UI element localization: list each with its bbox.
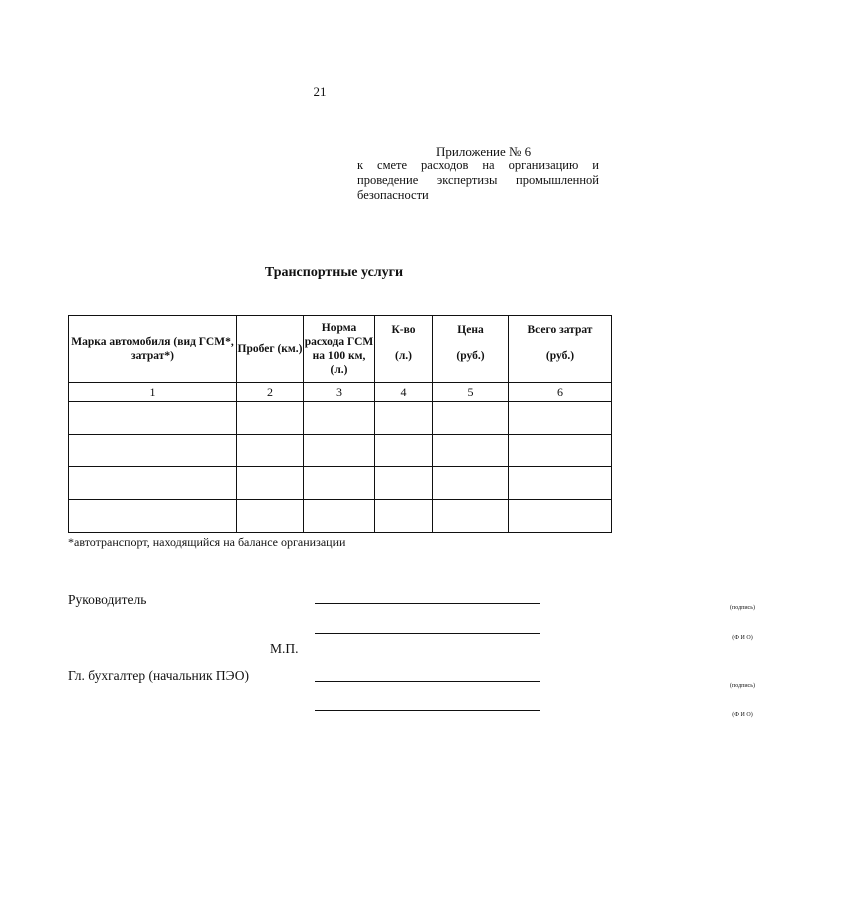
column-number: 5: [433, 382, 509, 401]
table-cell[interactable]: [375, 500, 433, 533]
table-cell[interactable]: [375, 401, 433, 434]
table-row: [69, 500, 612, 533]
table-cell[interactable]: [69, 434, 237, 467]
table-cell[interactable]: [509, 467, 612, 500]
table-cell[interactable]: [375, 434, 433, 467]
header-fuel-norm: Норма расхода ГСМ на 100 км, (л.): [304, 316, 375, 383]
table-row: [69, 434, 612, 467]
appendix-label: Приложение № 6: [436, 144, 532, 159]
header-quantity-label: К-во: [391, 323, 416, 336]
table-cell[interactable]: [69, 401, 237, 434]
column-number: 2: [237, 382, 304, 401]
signature-caption: (подпись): [730, 683, 755, 689]
column-number: 6: [509, 382, 612, 401]
header-mileage: Пробег (км.): [237, 316, 304, 383]
table-cell[interactable]: [433, 434, 509, 467]
transport-services-table: [68, 315, 612, 533]
table-cell[interactable]: [237, 467, 304, 500]
column-number: 4: [375, 382, 433, 401]
table-header-row: [69, 316, 612, 383]
name-caption: (Ф И О): [732, 712, 753, 718]
director-signature-line[interactable]: [315, 603, 755, 611]
header-price-unit: (руб.): [456, 349, 485, 362]
table-cell[interactable]: [304, 434, 375, 467]
table-cell[interactable]: [375, 467, 433, 500]
header-total-cost: [509, 316, 612, 383]
table-cell[interactable]: [433, 401, 509, 434]
table-cell[interactable]: [304, 500, 375, 533]
appendix-description: к смете расходов на организацию и проведение экспертизы промышленной безопасности: [357, 158, 599, 202]
chief-accountant-label: Гл. бухгалтер (начальник ПЭО): [68, 668, 249, 683]
table-cell[interactable]: [509, 401, 612, 434]
stamp-place-label: М.П.: [270, 641, 299, 656]
header-price: [433, 316, 509, 383]
table-cell[interactable]: [69, 467, 237, 500]
header-car-brand: Марка автомобиля (вид ГСМ*, затрат*): [69, 316, 237, 383]
table-row: [69, 467, 612, 500]
header-quantity-unit: (л.): [395, 349, 412, 362]
table-cell[interactable]: [304, 467, 375, 500]
table-cell[interactable]: [237, 500, 304, 533]
header-total-unit: (руб.): [545, 349, 575, 362]
table-row: [69, 401, 612, 434]
header-total-label: Всего затрат: [527, 323, 593, 336]
column-number: 1: [69, 382, 237, 401]
signature-caption: (подпись): [730, 605, 755, 611]
document-title: Транспортные услуги: [264, 265, 404, 280]
table-cell[interactable]: [433, 467, 509, 500]
director-name-line[interactable]: [315, 633, 753, 641]
table-cell[interactable]: [69, 500, 237, 533]
header-price-label: Цена: [457, 323, 484, 336]
column-number: 3: [304, 382, 375, 401]
page-number: 21: [313, 84, 327, 99]
column-number-row: [69, 382, 612, 401]
name-caption: (Ф И О): [732, 635, 753, 641]
table-cell[interactable]: [433, 500, 509, 533]
footnote: *автотранспорт, находящийся на балансе организации: [68, 535, 346, 549]
table-cell[interactable]: [509, 434, 612, 467]
chief-accountant-name-line[interactable]: [315, 710, 753, 718]
table-cell[interactable]: [237, 434, 304, 467]
director-label: Руководитель: [68, 592, 147, 607]
table-cell[interactable]: [304, 401, 375, 434]
chief-accountant-signature-line[interactable]: [315, 681, 755, 689]
table-cell[interactable]: [237, 401, 304, 434]
table-cell[interactable]: [509, 500, 612, 533]
header-quantity: [375, 316, 433, 383]
